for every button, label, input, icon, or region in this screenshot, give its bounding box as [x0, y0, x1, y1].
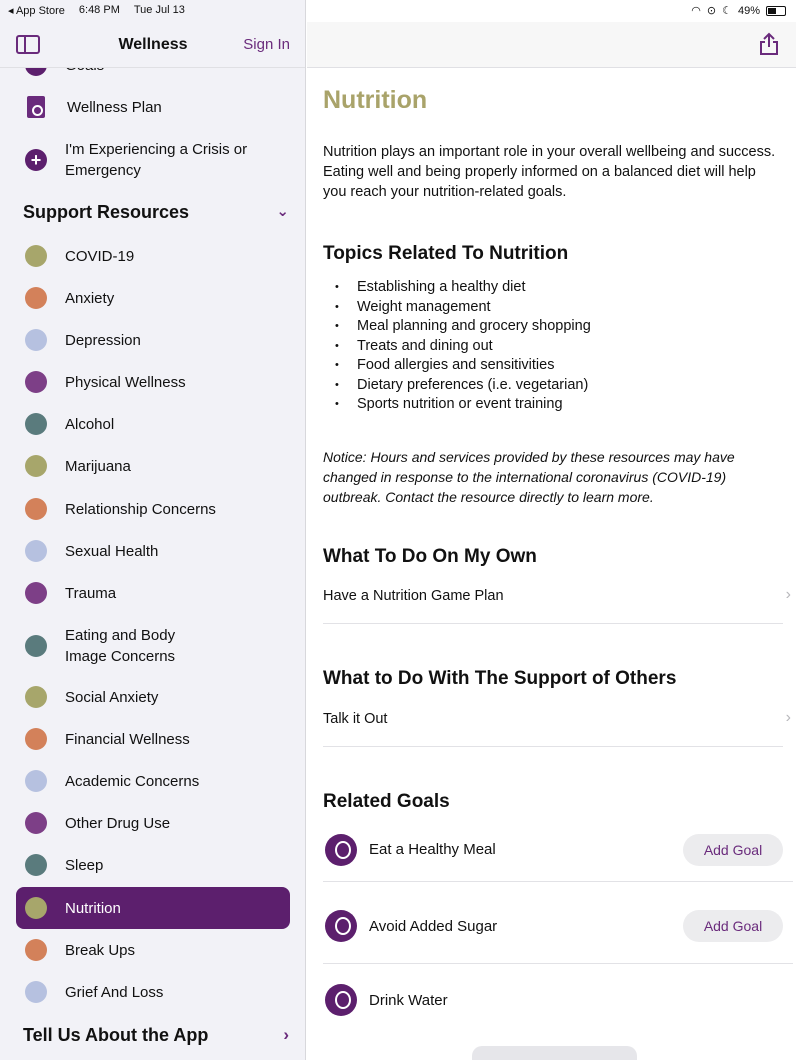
sidebar-item-break-ups[interactable]: [16, 938, 290, 962]
category-dot-icon: [25, 413, 47, 435]
goal-row-drink-water: [323, 972, 793, 1032]
category-dot-icon: [25, 981, 47, 1003]
category-dot-icon: [25, 770, 47, 792]
award-badge-icon: [325, 834, 357, 866]
status-time: 6:48 PM: [78, 4, 120, 16]
sidebar-item-sexual-health[interactable]: [16, 539, 290, 563]
sidebar-item-label: Sleep: [65, 856, 104, 874]
sidebar-item-grief-and-loss[interactable]: [16, 980, 290, 1004]
award-check-icon: [325, 984, 357, 1016]
battery-icon: [766, 6, 786, 16]
sidebar-item-label: Other Drug Use: [65, 814, 171, 832]
goal-label: Avoid Added Sugar: [369, 918, 498, 935]
tell-us-about-app-link[interactable]: [23, 1025, 289, 1046]
partially-visible-button[interactable]: [472, 1046, 637, 1060]
sidebar-item-other-drug-use[interactable]: [16, 811, 290, 835]
wifi-icon: ◠: [691, 5, 701, 17]
goal-row-eat-healthy-meal: [323, 822, 793, 882]
sidebar-item-label: Wellness Plan: [67, 98, 162, 116]
sidebar-item-label: Social Anxiety: [65, 688, 159, 706]
add-goal-button[interactable]: Add Goal: [683, 834, 783, 866]
category-dot-icon: [25, 686, 47, 708]
battery-percent: 49%: [737, 4, 760, 17]
sidebar-item-label: COVID-19: [65, 247, 135, 265]
sidebar-item-label: Relationship Concerns: [65, 500, 216, 518]
back-to-app-store-link[interactable]: ◂ App Store: [8, 5, 65, 17]
topics-list: [323, 278, 591, 415]
sidebar-title: Wellness: [118, 36, 188, 53]
add-goal-button[interactable]: Add Goal: [683, 910, 783, 942]
award-badge-icon: [325, 910, 357, 942]
talk-it-out-link[interactable]: [323, 701, 791, 747]
category-dot-icon: [25, 854, 47, 876]
list-item: • Treats and dining out: [323, 337, 591, 357]
goal-label: Drink Water: [369, 992, 448, 1009]
list-item: • Food allergies and sensitivities: [323, 356, 591, 376]
sign-in-button[interactable]: Sign In: [243, 36, 290, 53]
sidebar-item-academic-concerns[interactable]: [16, 769, 290, 793]
page-title: Nutrition: [323, 86, 428, 114]
lock-rotation-icon: ⊙: [706, 5, 717, 17]
sidebar-item-label: Academic Concerns: [65, 772, 200, 790]
sidebar-item-relationship-concerns[interactable]: [16, 497, 290, 521]
sidebar-item-label: Anxiety: [65, 289, 115, 307]
detail-toolbar: [307, 22, 796, 68]
category-dot-icon: [25, 939, 47, 961]
sidebar-item-eating-body-image[interactable]: [16, 624, 290, 668]
sidebar-item-label: Grief And Loss: [65, 983, 164, 1001]
chevron-right-icon: ›: [785, 709, 791, 726]
section-title: Support Resources: [23, 202, 190, 222]
sidebar-item-social-anxiety[interactable]: [16, 685, 290, 709]
row-label: Talk it Out: [323, 711, 388, 727]
list-item: • Weight management: [323, 298, 591, 318]
nutrition-game-plan-link[interactable]: [323, 578, 791, 624]
section-title: Tell Us About the App: [23, 1025, 209, 1045]
status-bar: [0, 0, 796, 22]
chevron-right-icon: ›: [785, 586, 791, 603]
sidebar-item-label: Depression: [65, 331, 141, 349]
sidebar-item-trauma[interactable]: [16, 581, 290, 605]
sidebar-item-label: Physical Wellness: [65, 373, 186, 391]
category-dot-icon: [25, 582, 47, 604]
crisis-plus-icon: +: [25, 149, 47, 171]
sidebar-item-label: Marijuana: [65, 457, 131, 475]
sidebar-item-nutrition[interactable]: [16, 887, 290, 929]
sidebar-item-label: Eating and Body Image Concerns: [65, 627, 176, 665]
category-dot-icon: [25, 635, 47, 657]
status-date: Tue Jul 13: [133, 4, 185, 16]
moon-icon: ☾: [722, 5, 732, 17]
sidebar-item-label: Nutrition: [65, 899, 121, 917]
sidebar-item-depression[interactable]: [16, 328, 290, 352]
row-label: Have a Nutrition Game Plan: [323, 588, 504, 604]
related-goals-heading: Related Goals: [323, 791, 450, 812]
document-icon: [27, 96, 45, 118]
list-item: • Establishing a healthy diet: [323, 278, 591, 298]
sidebar-item-wellness-plan[interactable]: [16, 94, 290, 120]
sidebar-item-label: Break Ups: [65, 941, 136, 959]
topics-heading: Topics Related To Nutrition: [323, 243, 569, 264]
sidebar-item-label: Alcohol: [65, 415, 115, 433]
goal-label: Eat a Healthy Meal: [369, 841, 496, 858]
sidebar-item-label: Sexual Health: [65, 542, 159, 560]
sidebar-item-covid-19[interactable]: [16, 244, 290, 268]
sidebar-item-anxiety[interactable]: [16, 286, 290, 310]
category-dot-icon: [25, 812, 47, 834]
category-dot-icon: [25, 329, 47, 351]
sidebar-item-sleep[interactable]: [16, 853, 290, 877]
sidebar: [0, 0, 306, 1060]
goal-row-avoid-added-sugar: [323, 896, 793, 964]
sidebar-item-physical-wellness[interactable]: [16, 370, 290, 394]
others-heading: What to Do With The Support of Others: [323, 668, 677, 689]
share-icon[interactable]: [758, 32, 780, 56]
sidebar-item-label: Financial Wellness: [65, 730, 190, 748]
own-heading: What To Do On My Own: [323, 546, 537, 567]
category-dot-icon: [25, 371, 47, 393]
detail-content: [307, 68, 796, 1060]
category-dot-icon: [25, 287, 47, 309]
category-dot-icon: [25, 728, 47, 750]
category-dot-icon: [25, 540, 47, 562]
support-resources-header[interactable]: [23, 202, 289, 223]
list-item: • Dietary preferences (i.e. vegetarian): [323, 376, 591, 396]
list-item: • Meal planning and grocery shopping: [323, 317, 591, 337]
category-dot-icon: [25, 498, 47, 520]
sidebar-item-label: I'm Experiencing a Crisis or Emergency: [65, 141, 248, 179]
category-dot-icon: [25, 245, 47, 267]
notice-text: Notice: Hours and services provided by these resources may have changed in response to the international coronavirus (COVID-19) outbreak. Contact the resource directly to learn more.: [323, 449, 735, 505]
chevron-down-icon: ⌄: [276, 203, 289, 220]
intro-paragraph: Nutrition plays an important role in your overall wellbeing and success. Eating well and being properly informed on a balanced diet will help you reach your nutrition-related goals.: [323, 144, 776, 200]
sidebar-item-crisis[interactable]: [16, 138, 290, 182]
list-item: • Sports nutrition or event training: [323, 395, 591, 415]
sidebar-header: [0, 22, 306, 68]
category-dot-icon: [25, 455, 47, 477]
sidebar-item-alcohol[interactable]: [16, 412, 290, 436]
sidebar-item-financial-wellness[interactable]: [16, 727, 290, 751]
chevron-right-icon: ›: [283, 1025, 289, 1044]
sidebar-item-marijuana[interactable]: [16, 454, 290, 478]
category-dot-icon: [25, 897, 47, 919]
sidebar-item-label: Trauma: [65, 584, 117, 602]
